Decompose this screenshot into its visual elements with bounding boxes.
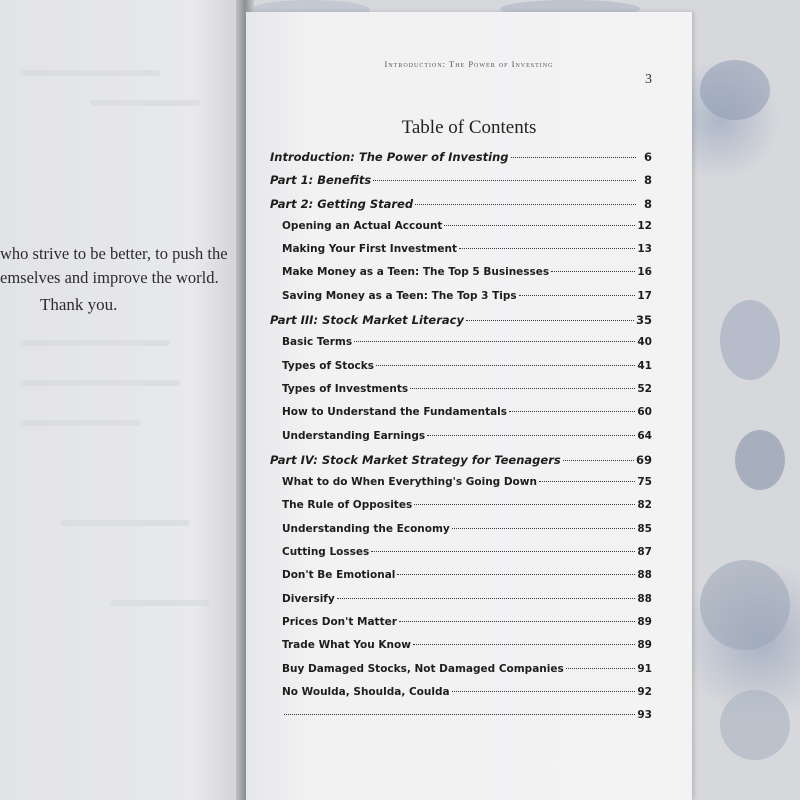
toc-entry-label: What to do When Everything's Going Down [282, 476, 537, 489]
toc-entry [270, 499, 652, 522]
toc-entry-page: 35 [635, 313, 652, 328]
toc-entry [270, 686, 652, 709]
toc-dot-leader [427, 435, 635, 436]
dedication-text [0, 242, 240, 317]
toc-entry-page: 89 [637, 615, 652, 628]
toc-entry [270, 476, 652, 499]
toc-entry [270, 709, 652, 732]
toc-entry-page: 92 [637, 685, 652, 698]
toc-dot-leader [415, 204, 636, 205]
toc-entry-page: 75 [637, 476, 652, 489]
toc-entry-label: Types of Stocks [282, 359, 374, 372]
toc-dot-leader [413, 644, 635, 645]
toc-entry-page: 91 [637, 662, 652, 675]
toc-dot-leader [397, 574, 635, 575]
toc-entry-label: Prices Don't Matter [282, 615, 397, 628]
toc-entry [270, 336, 652, 359]
toc-entry-page: 64 [637, 429, 652, 442]
toc-title: Table of Contents [401, 117, 537, 138]
toc-entry-label: Making Your First Investment [282, 243, 457, 256]
toc-entry-label: Basic Terms [282, 336, 353, 349]
toc-entry-page: 93 [637, 709, 652, 722]
dedication-line-2: emselves and improve the world. [0, 268, 219, 287]
flower-decoration [700, 60, 770, 120]
toc-dot-leader [452, 691, 636, 692]
toc-entry-page: 52 [637, 382, 652, 395]
toc-entry [270, 453, 652, 476]
toc-dot-leader [452, 528, 636, 529]
toc-entry-page: 85 [637, 522, 652, 535]
toc-entry [270, 150, 652, 173]
toc-entry [270, 360, 652, 383]
toc-dot-leader [466, 320, 634, 321]
toc-entry [270, 173, 652, 196]
toc-entry [270, 290, 652, 313]
toc-dot-leader [551, 271, 635, 272]
toc-dot-leader [459, 248, 635, 249]
toc-entry-page: 8 [643, 173, 652, 188]
toc-entry-page: 41 [637, 359, 652, 372]
toc-entry-label: Understanding the Economy [282, 522, 450, 535]
toc-entry [270, 266, 652, 289]
toc-entry-page: 13 [637, 243, 652, 256]
toc-entry-label: Part IV: Stock Market Strategy for Teenagers [270, 452, 561, 467]
toc-entry [270, 243, 652, 266]
toc-entry-label: Part 2: Getting Stared [270, 196, 414, 211]
toc-entry-label: The Rule of Opposites [282, 499, 413, 512]
toc-dot-leader [414, 504, 635, 505]
flower-decoration [720, 300, 780, 380]
toc-entry-label: Understanding Earnings [282, 429, 426, 442]
toc-dot-leader [284, 714, 635, 715]
toc-dot-leader [373, 180, 636, 181]
toc-dot-leader [444, 225, 635, 226]
toc-entry-label: How to Understand the Fundamentals [282, 406, 508, 419]
left-page [0, 0, 244, 800]
toc-entry-page: 17 [637, 289, 652, 302]
toc-entry-page: 40 [637, 336, 652, 349]
right-page [246, 12, 692, 800]
toc-entry [270, 430, 652, 453]
toc-entry [270, 197, 652, 220]
toc-dot-leader [566, 668, 636, 669]
toc-dot-leader [519, 295, 636, 296]
toc-dot-leader [376, 365, 635, 366]
toc-entry-page: 60 [637, 406, 652, 419]
toc-entry-page: 6 [643, 150, 652, 164]
toc-dot-leader [410, 388, 635, 389]
toc-entry [270, 546, 652, 569]
toc-entry [270, 639, 652, 662]
toc-entry-page: 89 [637, 639, 652, 652]
toc-entry-label: Make Money as a Teen: The Top 5 Businesses [282, 266, 550, 279]
toc-dot-leader [354, 341, 635, 342]
dedication-line-1: who strive to be better, to push the [0, 244, 228, 263]
toc-entry [270, 523, 652, 546]
flower-decoration [735, 430, 785, 490]
toc-entry-label: Trade What You Know [282, 639, 411, 652]
toc-entry-label: Don't Be Emotional [282, 569, 396, 582]
dedication-closing: Thank you. [40, 295, 118, 314]
toc-entry-page: 88 [637, 569, 652, 582]
table-of-contents [270, 150, 652, 732]
toc-entry-label: Types of Investments [282, 382, 409, 395]
toc-entry [270, 593, 652, 616]
toc-entry [270, 383, 652, 406]
toc-dot-leader [509, 411, 635, 412]
toc-dot-leader [337, 598, 636, 599]
toc-dot-leader [399, 621, 635, 622]
toc-entry [270, 313, 652, 336]
toc-entry [270, 663, 652, 686]
running-head: Introduction: The Power of Investing [384, 59, 554, 69]
toc-entry-page: 69 [635, 452, 652, 467]
toc-entry-label: Diversify [282, 592, 335, 605]
toc-dot-leader [511, 157, 636, 158]
toc-entry-page: 88 [637, 592, 652, 605]
toc-entry-page: 87 [637, 546, 652, 559]
toc-entry-label: No Woulda, Shoulda, Coulda [282, 685, 450, 698]
toc-entry [270, 406, 652, 429]
toc-entry-page: 8 [643, 196, 652, 211]
toc-dot-leader [563, 460, 634, 461]
toc-entry-label: Part 1: Benefits [270, 173, 372, 188]
toc-entry-label: Buy Damaged Stocks, Not Damaged Companies [282, 662, 564, 675]
flower-decoration [720, 690, 790, 760]
toc-dot-leader [539, 481, 635, 482]
toc-entry [270, 220, 652, 243]
toc-dot-leader [371, 551, 635, 552]
toc-entry-label: Introduction: The Power of Investing [270, 150, 509, 164]
toc-entry-page: 12 [637, 219, 652, 232]
toc-entry-page: 82 [637, 499, 652, 512]
toc-entry [270, 616, 652, 639]
toc-entry-label: Cutting Losses [282, 546, 370, 559]
flower-decoration [700, 560, 790, 650]
toc-entry [270, 569, 652, 592]
toc-entry-page: 16 [637, 266, 652, 279]
page-number: 3 [645, 72, 652, 87]
toc-entry-label: Saving Money as a Teen: The Top 3 Tips [282, 289, 517, 302]
toc-entry-label: Part III: Stock Market Literacy [270, 313, 464, 328]
toc-entry-label: Opening an Actual Account [282, 219, 443, 232]
